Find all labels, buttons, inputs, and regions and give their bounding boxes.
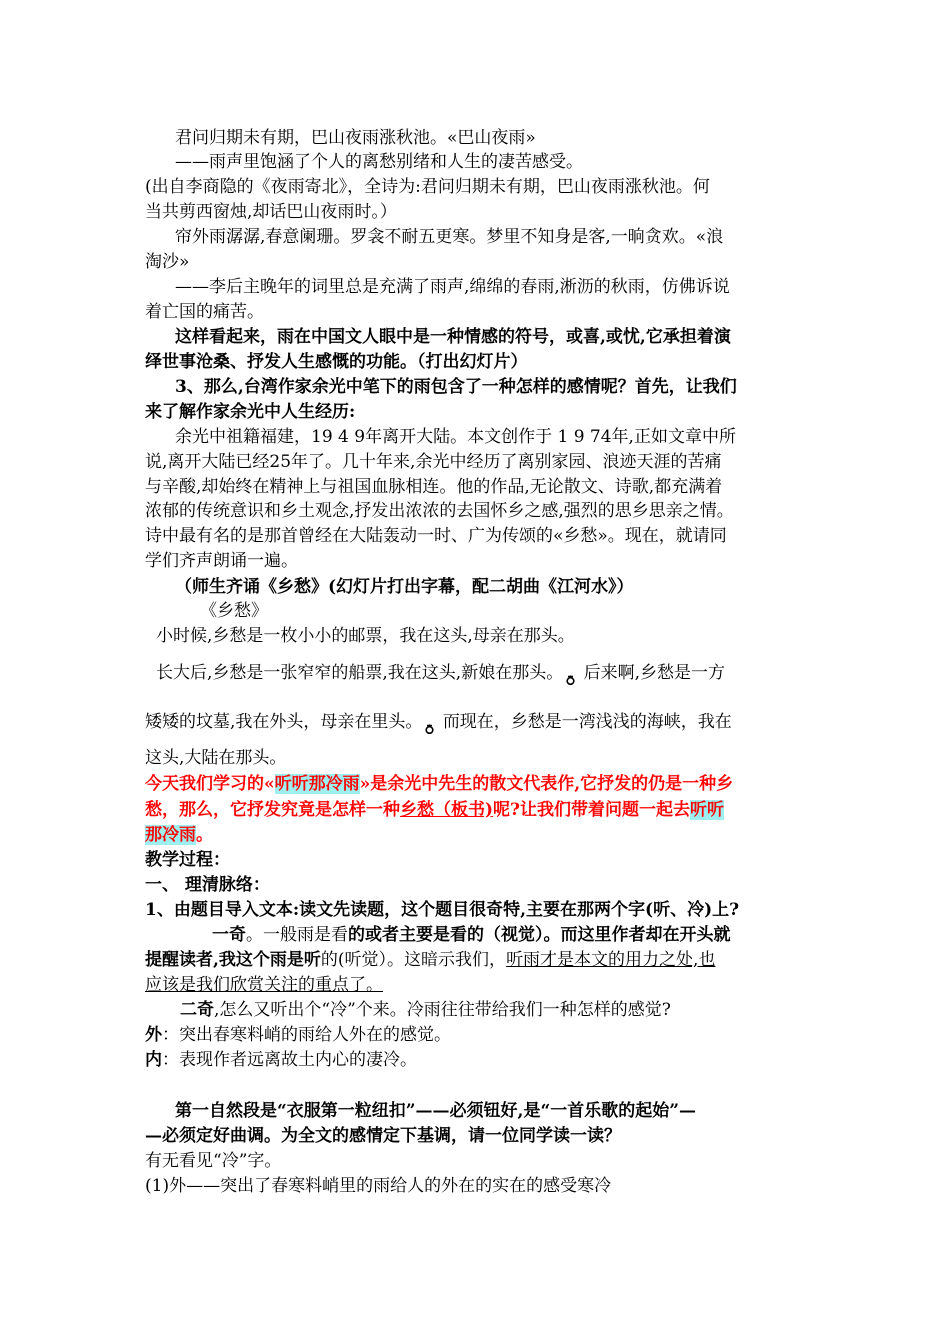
highlight-cold-rain: 那冷雨 xyxy=(145,825,196,845)
cold-word-question: 有无看见“冷”字。 xyxy=(145,1151,282,1171)
poem-stanza2: 长大后,乡愁是一张窄窄的船票,我在这头,新娘在那头。 xyxy=(156,663,564,683)
point-outer: (1)外——突出了春寒料峭里的雨给人的外在的实在的感受寒冷 xyxy=(145,1176,612,1196)
comment-lihouzhu-line2: 着亡国的痛苦。 xyxy=(145,302,264,322)
red-text: 愁，那么，它抒发究竟是怎样一种 xyxy=(145,800,400,820)
text: 。一般雨是看 xyxy=(246,925,348,945)
section-heading-process: 教学过程： xyxy=(145,850,230,870)
paragraph1-note-line2: —必须定好曲调。为全文的感情定下基调，请一位同学读一读？ xyxy=(145,1126,621,1146)
first-oddity-line2 xyxy=(145,949,715,971)
bio-line1: 余光中祖籍福建，19 4 9年离开大陆。本文创作于 1 9 74年,正如文章中所 xyxy=(175,427,736,447)
text: 提醒读者,我这个雨是听 xyxy=(145,950,321,970)
section-heading-outline: 一、 理清脉络： xyxy=(145,875,270,895)
poem-stanza4-start: 而现在，乡愁是一湾浅浅的海峡，我在 xyxy=(442,712,732,732)
comment-lihouzhu-line1: ——李后主晚年的词里总是充满了雨声,绵绵的春雨,淅沥的秋雨，仿佛诉说 xyxy=(175,277,730,297)
highlight-listen: 听听 xyxy=(690,800,725,820)
text: ：表现作者远离故土内心的凄冷。 xyxy=(162,1050,417,1070)
intro-red-line2 xyxy=(145,799,724,821)
poem-title-xiangchou: 《乡愁》 xyxy=(200,601,268,621)
source-note-line1: (出自李商隐的《夜雨寄北》，全诗为:君问归期未有期，巴山夜雨涨秋池。何 xyxy=(145,177,710,197)
bio-line5: 诗中最有名的是那首曾经在大陆轰动一时、广为传颂的«乡愁»。现在，就请同 xyxy=(145,526,727,546)
question-line1: 3、那么,台湾作家余光中笔下的雨包含了一种怎样的感情呢？首先，让我们 xyxy=(175,377,737,397)
poem-stanza3-line xyxy=(145,711,732,733)
summary-line1: 这样看起来，雨在中国文人眼中是一种情感的符号，或喜,或忧,它承担着演 xyxy=(175,327,731,347)
poem-line-langtaosha: 帘外雨潺潺,春意阑珊。罗衾不耐五更寒。梦里不知身是客,一晌贪欢。«浪 xyxy=(175,227,724,247)
stanza-mark-icon xyxy=(565,669,576,679)
board-note: 乡愁（板书) xyxy=(400,800,494,820)
poem-stanza4-end: 这头,大陆在那头。 xyxy=(145,748,287,768)
paragraph1-note-line1: 第一自然段是“衣服第一粒纽扣”——必须钮好,是“一首乐歌的起始”— xyxy=(175,1101,697,1121)
underlined-text: 听雨才是本文的用力之处,也 xyxy=(506,950,716,970)
red-text: »是余光中先生的散文代表作,它抒发的仍是一种乡 xyxy=(359,774,734,794)
red-text: 呢?让我们带着问题一起去 xyxy=(493,800,691,820)
bio-line3: 与辛酸,却始终在精神上与祖国血脉相连。他的作品,无论散文、诗歌,都充满着 xyxy=(145,477,723,497)
bio-line6: 学们齐声朗诵一遍。 xyxy=(145,551,298,571)
poem-stanza3-end: 矮矮的坟墓,我在外头，母亲在里头。 xyxy=(145,712,423,732)
text: 的(听觉）。这暗示我们， xyxy=(320,950,507,970)
bio-line4: 浓郁的传统意识和乡土观念,抒发出浓浓的去国怀乡之感,强烈的思乡思亲之情。 xyxy=(145,501,734,521)
text: ：突出春寒料峭的雨给人外在的感觉。 xyxy=(162,1025,451,1045)
text: 的或者主要是看的（视觉）。而这里作者却在开头就 xyxy=(348,925,731,945)
title-analysis: 1、由题目导入文本:读文先读题，这个题目很奇特,主要在那两个字(听、冷)上? xyxy=(145,900,740,920)
stanza-mark-icon xyxy=(424,718,435,728)
label-first-oddity: 一奇 xyxy=(212,925,246,945)
text: ,怎么又听出个“冷”个来。冷雨往往带给我们一种怎样的感觉? xyxy=(214,1000,671,1020)
poem-stanza3-start: 后来啊,乡愁是一方 xyxy=(583,663,726,683)
bio-line2: 说,离开大陆已经25年了。几十年来,余光中经历了离别家园、浪迹天涯的苦痛 xyxy=(145,452,722,472)
red-text: 今天我们学习的« xyxy=(145,774,275,794)
poem-line-langtaosha-end: 淘沙» xyxy=(145,252,190,272)
highlight-title: 听听那冷雨 xyxy=(274,774,360,794)
poem-stanza1: 小时候,乡愁是一枚小小的邮票，我在这头,母亲在那头。 xyxy=(156,626,575,646)
source-note-line2: 当共剪西窗烛,却话巴山夜雨时。） xyxy=(145,202,397,222)
label-inner: 内 xyxy=(145,1050,162,1070)
label-outer: 外 xyxy=(145,1025,162,1045)
recite-instruction: （师生齐诵《乡愁》(幻灯片打出字幕，配二胡曲《江河水》） xyxy=(175,577,634,597)
first-oddity-line1 xyxy=(212,924,731,946)
inner-feeling xyxy=(145,1049,417,1071)
poem-stanza2-line xyxy=(156,662,725,684)
poem-line-bashan: 君问归期未有期，巴山夜雨涨秋池。«巴山夜雨» xyxy=(175,128,536,148)
comment-bashan: ——雨声里饱涵了个人的离愁别绪和人生的凄苦感受。 xyxy=(175,152,583,172)
first-oddity-line3: 应该是我们欣赏关注的重点了。 xyxy=(145,975,383,995)
second-oddity xyxy=(180,999,671,1021)
red-text: 。 xyxy=(196,825,213,845)
question-line2: 来了解作家余光中人生经历: xyxy=(145,402,356,422)
intro-red-line1 xyxy=(145,773,733,795)
label-second-oddity: 二奇 xyxy=(180,1000,214,1020)
summary-line2: 绎世事沧桑、抒发人生感慨的功能。（打出幻灯片） xyxy=(145,352,528,372)
outer-feeling xyxy=(145,1024,451,1046)
intro-red-line3 xyxy=(145,824,213,846)
